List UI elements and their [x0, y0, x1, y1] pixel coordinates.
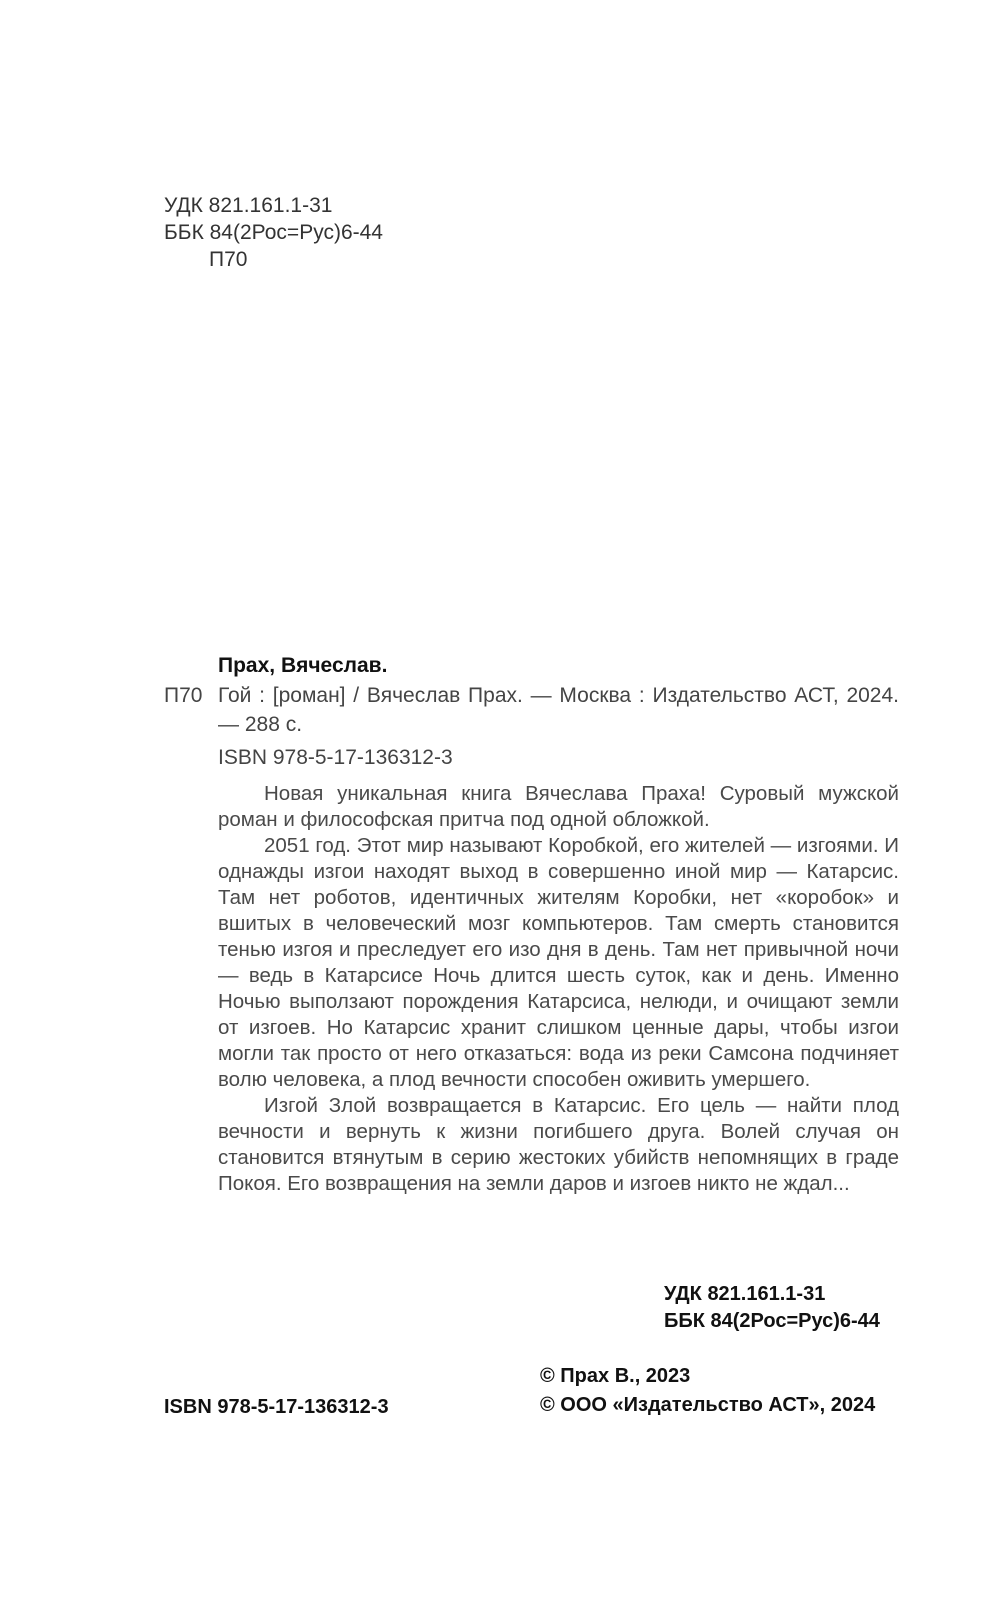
- udk-code-bottom: УДК 821.161.1-31: [664, 1283, 826, 1305]
- copyright-block: [540, 1362, 875, 1420]
- copyright-publisher: © ООО «Издательство АСТ», 2024: [540, 1394, 876, 1416]
- author-heading: Прах, Вячеслав.: [218, 654, 388, 677]
- entry-isbn: ISBN 978-5-17-136312-3: [218, 746, 453, 769]
- copyright-author: © Прах В., 2023: [540, 1365, 691, 1387]
- annotation-paragraph: Изгой Злой возвращается в Катарсис. Его цель — найти плод вечности и вернуть к жизни погибшего друга. Волей случая он становится втянутым в серию жестоких убийств непомнящих в граде Покоя. Его возвращения на земли даров и изгоев никто не ждал...: [218, 1094, 899, 1195]
- author-mark: П70: [209, 248, 248, 271]
- annotation-paragraph: Новая уникальная книга Вячеслава Праха! Суровый мужской роман и философская притча под одной обложкой.: [218, 782, 899, 831]
- classification-codes-bottom: [664, 1281, 880, 1335]
- annotation: [218, 781, 899, 1197]
- isbn-bottom: ISBN 978-5-17-136312-3: [164, 1396, 389, 1418]
- bibliographic-record: [164, 651, 899, 1197]
- annotation-paragraph: 2051 год. Этот мир называют Коробкой, его жителей — изгоями. И однажды изгои находят выход в совершенно иной мир — Катарсис. Там нет роботов, идентичных жителям Коробки, нет «коробок» и вшитых в человеческий мозг компьютеров. Там смерть становится тенью изгоя и преследует его изо дня в день. Там нет привычной ночи — ведь в Катарсисе Ночь длится шесть суток, как и день. Именно Ночью выползают порождения Катарсиса, нелюди, и очищают земли от изгоев. Но Катарсис хранит слишком ценные дары, чтобы изгои могли так просто от него отказаться: вода из реки Самсона подчиняет волю человека, а плод вечности способен оживить умершего.: [218, 834, 899, 1091]
- bbk-code: ББК 84(2Рос=Рус)6-44: [164, 221, 383, 244]
- bbk-code-bottom: ББК 84(2Рос=Рус)6-44: [664, 1310, 880, 1332]
- bibliographic-entry: [164, 681, 899, 739]
- udk-code: УДК 821.161.1-31: [164, 194, 333, 217]
- entry-description: Гой : [роман] / Вячеслав Прах. — Москва : Издательство АСТ, 2024. — 288 с.: [218, 684, 899, 736]
- entry-author-mark: П70: [164, 684, 203, 707]
- classification-codes-top: [164, 192, 383, 273]
